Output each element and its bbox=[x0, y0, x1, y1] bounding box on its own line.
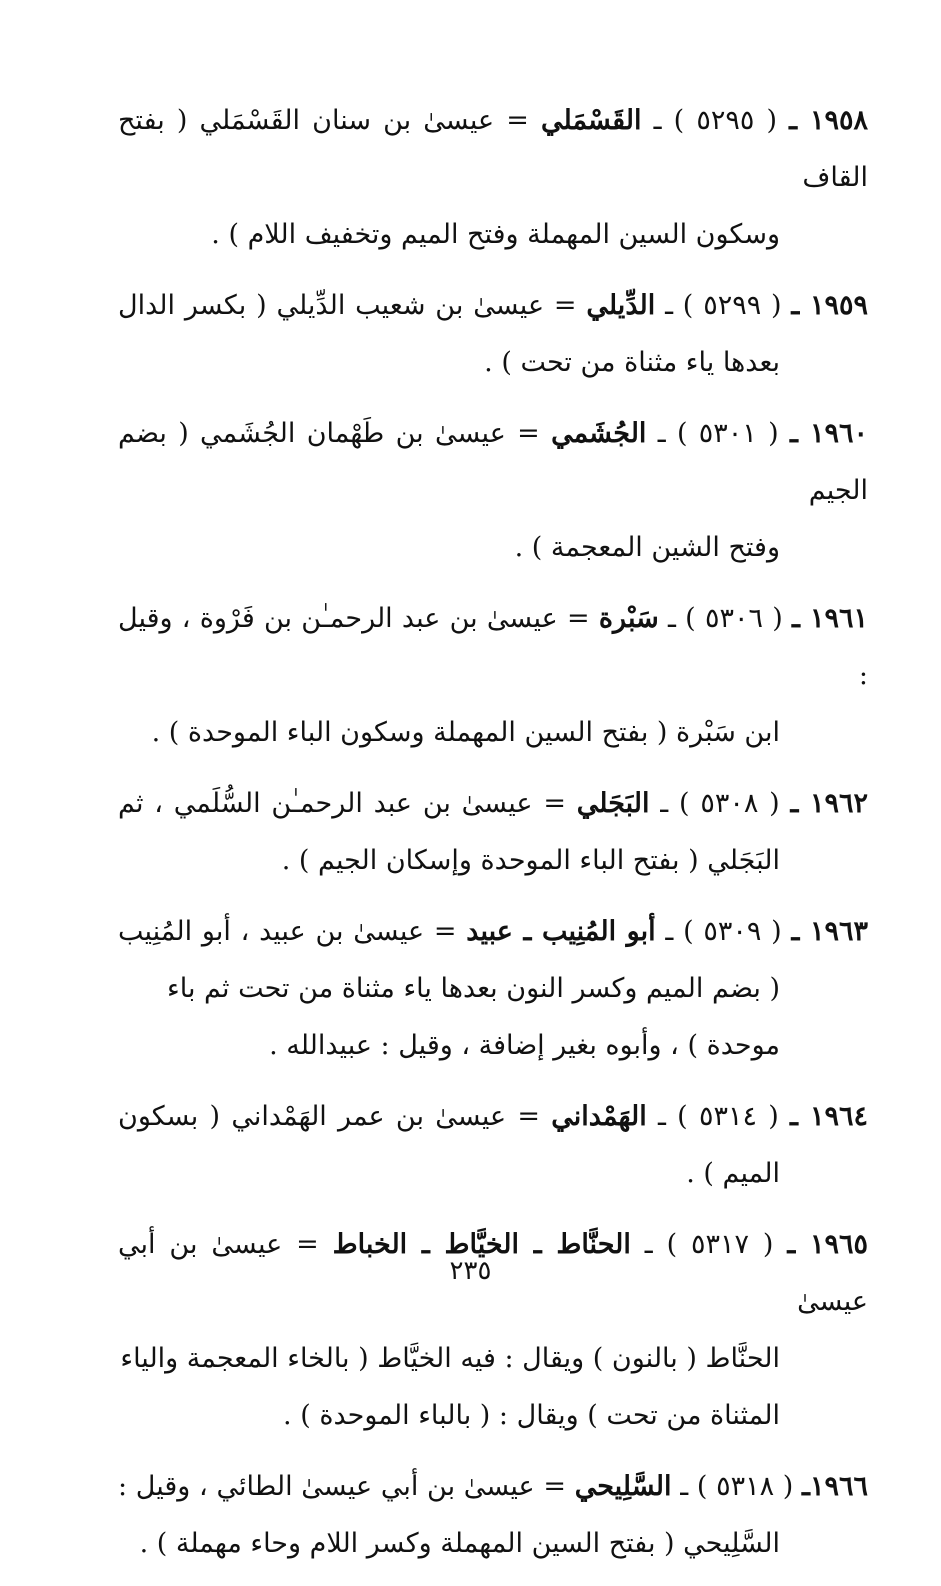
entry-nisba: الجُشَمي bbox=[551, 418, 647, 449]
entry-ref: ( ٥٣٠٦ ) ـ bbox=[667, 603, 783, 634]
entry-nisba: الحنَّاط ـ الخيَّاط ـ الخباط bbox=[332, 1229, 631, 1260]
entry-ref: ( ٥٢٩٩ ) ـ bbox=[665, 290, 782, 321]
entry-first-line bbox=[118, 590, 868, 704]
entry-continuation: بعدها ياء مثناة من تحت ) . bbox=[484, 347, 780, 378]
entry-ref: ( ٥٣١٨ ) ـ bbox=[680, 1471, 794, 1502]
entry-ref: ( ٥٣٠٨ ) ـ bbox=[660, 788, 780, 819]
entry-first-line bbox=[118, 903, 868, 960]
entry-nisba: القَسْمَلي bbox=[541, 105, 642, 136]
entry-number: ١٩٥٩ ـ bbox=[791, 290, 868, 321]
entry-text: = عيسىٰ بن أبي عيسىٰ bbox=[118, 1229, 868, 1317]
entry-ref: ( ٥٣١٤ ) ـ bbox=[657, 1101, 779, 1132]
entry-number: ١٩٦٢ ـ bbox=[790, 788, 868, 819]
entry-continuation: وفتح الشين المعجمة ) . bbox=[514, 532, 780, 563]
page-body bbox=[118, 92, 868, 1586]
entry-1961 bbox=[118, 590, 868, 761]
entry-text: = عيسىٰ بن عبد الرحمـٰن السُّلَمي ، ثم bbox=[118, 788, 566, 819]
entry-first-line bbox=[118, 92, 868, 206]
entry-nisba: سَبْرة bbox=[598, 603, 659, 634]
entry-text: = عيسىٰ بن سنان القَسْمَلي ( بفتح القاف bbox=[118, 105, 868, 193]
entry-number: ١٩٦٦ـ bbox=[802, 1471, 868, 1502]
entry-text: = عيسىٰ بن أبي عيسىٰ الطائي ، وقيل : bbox=[118, 1471, 566, 1502]
entry-number: ١٩٥٨ ـ bbox=[789, 105, 868, 136]
entry-nisba: أبو المُنِيب ـ عبيد bbox=[466, 916, 656, 947]
entry-continuation: ( بضم الميم وكسر النون بعدها ياء مثناة من تحت ثم باء bbox=[167, 973, 780, 1004]
entry-continuation: وسكون السين المهملة وفتح الميم وتخفيف اللام ) . bbox=[211, 219, 780, 250]
entry-continuation-2: المثناة من تحت ) ويقال : ( بالباء الموحدة ) . bbox=[283, 1400, 780, 1431]
entry-number: ١٩٦٤ ـ bbox=[790, 1101, 869, 1132]
entry-nisba: الهَمْداني bbox=[551, 1101, 647, 1132]
entry-continuation: السَّلِيحي ( بفتح السين المهملة وكسر اللام وحاء مهملة ) . bbox=[139, 1528, 780, 1559]
entry-text: = عيسىٰ بن عمر الهَمْداني ( بسكون bbox=[118, 1101, 540, 1132]
entry-nisba: السَّلِيحي bbox=[574, 1471, 672, 1502]
entry-ref: ( ٥٣٠٩ ) ـ bbox=[665, 916, 782, 947]
entry-first-line bbox=[118, 1088, 868, 1145]
entry-continuation-2: موحدة ) ، وأبوه بغير إضافة ، وقيل : عبيدالله . bbox=[269, 1030, 780, 1061]
entry-nisba: الدِّيلي bbox=[586, 290, 656, 321]
entry-number: ١٩٦٠ ـ bbox=[789, 418, 869, 449]
entry-1958 bbox=[118, 92, 868, 263]
entry-1965 bbox=[118, 1216, 868, 1444]
entry-text: = عيسىٰ بن طَهْمان الجُشَمي ( بضم الجيم bbox=[118, 418, 868, 506]
entry-text: = عيسىٰ بن عبد الرحمـٰن بن فَرْوة ، وقيل : bbox=[118, 603, 868, 691]
entry-first-line bbox=[118, 277, 868, 334]
entry-nisba: البَجَلي bbox=[576, 788, 650, 819]
entry-1960 bbox=[118, 405, 868, 576]
entry-first-line bbox=[118, 1458, 868, 1515]
entry-ref: ( ٥٣١٧ ) ـ bbox=[644, 1229, 774, 1260]
entry-continuation: الحنَّاط ( بالنون ) ويقال : فيه الخيَّاط ( بالخاء المعجمة والياء bbox=[120, 1343, 780, 1374]
entry-continuation: البَجَلي ( بفتح الباء الموحدة وإسكان الجيم ) . bbox=[281, 845, 780, 876]
entry-ref: ( ٥٣٠١ ) ـ bbox=[657, 418, 779, 449]
entry-1963 bbox=[118, 903, 868, 1074]
entry-number: ١٩٦٥ ـ bbox=[787, 1229, 869, 1260]
entry-continuation: الميم ) . bbox=[686, 1158, 780, 1189]
entry-number: ١٩٦٣ ـ bbox=[791, 916, 868, 947]
entry-ref: ( ٥٢٩٥ ) ـ bbox=[653, 105, 778, 136]
page-number: ٢٣٥ bbox=[449, 1256, 492, 1286]
entry-text: = عيسىٰ بن عبيد ، أبو المُنِيب bbox=[118, 916, 457, 947]
entry-first-line bbox=[118, 405, 868, 519]
entry-first-line bbox=[118, 775, 868, 832]
entry-1964 bbox=[118, 1088, 868, 1202]
entry-text: = عيسىٰ بن شعيب الدِّيلي ( بكسر الدال bbox=[118, 290, 577, 321]
entry-1962 bbox=[118, 775, 868, 889]
entry-continuation: ابن سَبْرة ( بفتح السين المهملة وسكون الباء الموحدة ) . bbox=[151, 717, 780, 748]
entry-1959 bbox=[118, 277, 868, 391]
entry-number: ١٩٦١ ـ bbox=[791, 603, 868, 634]
entry-1966 bbox=[118, 1458, 868, 1572]
